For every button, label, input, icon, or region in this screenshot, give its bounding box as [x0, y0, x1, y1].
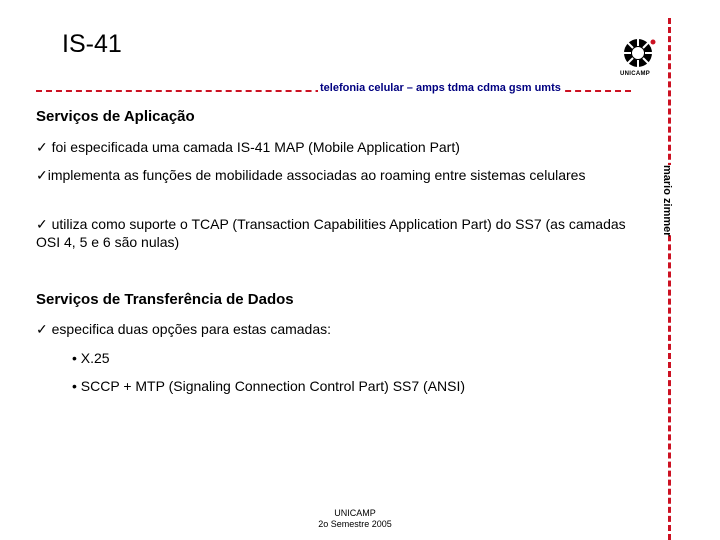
- list-item-text: foi especificada uma camada IS-41 MAP (Mobile Application Part): [47, 139, 460, 155]
- section-heading-data-transfer: Serviços de Transferência de Dados: [36, 291, 294, 308]
- footer-semester: 2o Semestre 2005: [318, 519, 392, 529]
- author-label: mario zimmer: [661, 165, 673, 237]
- bullet-text: SCCP + MTP (Signaling Connection Control Part) SS7 (ANSI): [80, 378, 466, 394]
- list-item-text: especifica duas opções para estas camadas:: [47, 321, 332, 337]
- check-icon: ✓: [36, 321, 48, 337]
- bullet-item: [72, 377, 465, 395]
- slide-subtitle: telefonia celular – amps tdma cdma gsm umts: [320, 82, 561, 94]
- list-item: [36, 138, 636, 156]
- bullet-icon: •: [72, 350, 77, 366]
- list-item: [36, 215, 636, 251]
- bullet-item: [72, 349, 110, 367]
- bullet-icon: •: [72, 378, 77, 394]
- right-divider: [668, 18, 671, 540]
- list-item: [36, 320, 636, 338]
- check-icon: ✓: [36, 216, 48, 232]
- check-icon: ✓: [36, 139, 48, 155]
- logo-wordmark: UNICAMP: [620, 71, 651, 77]
- list-item-text: utiliza como suporte o TCAP (Transaction Capabilities Application Part) do SS7 (as camadas OSI 4, 5 e 6 são nulas): [36, 216, 626, 250]
- bullet-text: X.25: [80, 350, 110, 366]
- section-heading-application: Serviços de Aplicação: [36, 108, 195, 125]
- list-item: [36, 166, 636, 184]
- list-item-text: implementa as funções de mobilidade associadas ao roaming entre sistemas celulares: [47, 167, 586, 183]
- slide-title: IS-41: [62, 30, 122, 58]
- footer-institution: UNICAMP: [334, 508, 376, 518]
- check-icon: ✓: [36, 167, 48, 183]
